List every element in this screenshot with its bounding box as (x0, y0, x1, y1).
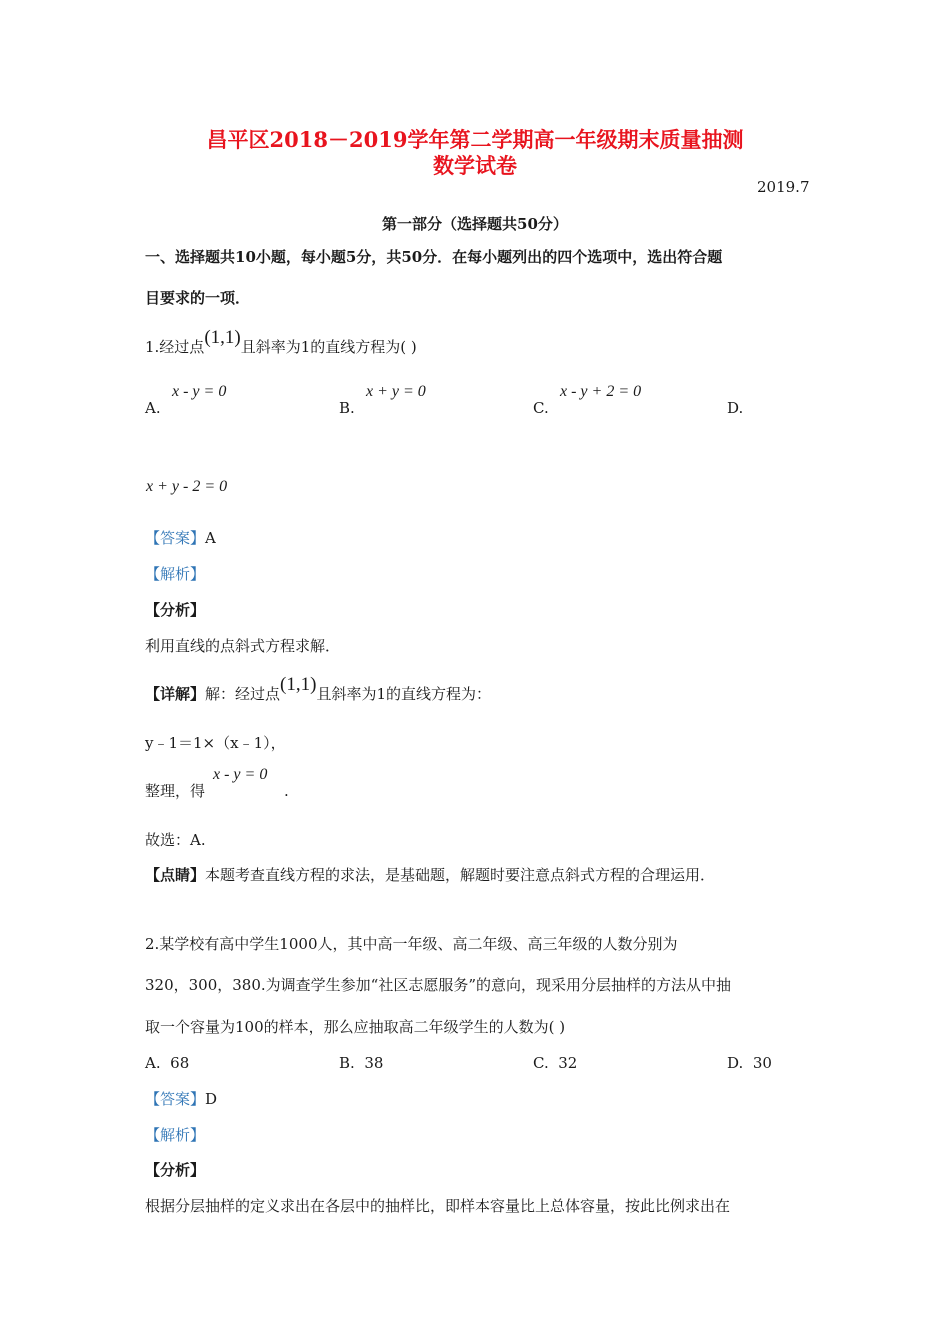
option-c-expr: x - y + 2 = 0 (560, 383, 642, 400)
detail-suffix: 且斜率为1的直线方程为： (316, 685, 491, 703)
arrange-expr: x - y = 0 (213, 766, 268, 783)
question-1-point: (1,1) (204, 327, 241, 348)
q2-option-b-value: 38 (364, 1054, 384, 1072)
q2-option-b (339, 1053, 383, 1073)
option-a-label: A. (145, 399, 161, 417)
fenxi-tag-2: 【分析】 (145, 1161, 206, 1179)
analysis-tag-2: 【解析】 (145, 1126, 206, 1144)
detail-point: (1,1) (280, 674, 317, 695)
option-b-label: B. (339, 399, 355, 417)
section-heading: 第一部分（选择题共50分） (382, 215, 568, 233)
exam-date: 2019.7 (757, 178, 810, 196)
answer-value: D (205, 1090, 218, 1108)
arrange-suffix: . (284, 782, 289, 800)
answer-value: A (205, 529, 216, 547)
q2-option-d-value: 30 (752, 1054, 772, 1072)
fenxi-tag-1: 【分析】 (145, 601, 206, 619)
answer-1 (145, 528, 216, 548)
detail-tag: 【详解】 (145, 685, 206, 703)
comment-text: 本题考查直线方程的求法，是基础题，解题时要注意点斜式方程的合理运用． (205, 866, 716, 884)
option-d-label: D. (727, 399, 744, 417)
q2-option-a (145, 1053, 189, 1073)
q2-option-c (533, 1053, 577, 1073)
answer-tag: 【答案】 (145, 1090, 206, 1108)
q2-option-c-value: 32 (558, 1054, 578, 1072)
fenxi-text-1: 利用直线的点斜式方程求解． (145, 637, 341, 655)
q2-option-d-label: D. (727, 1054, 744, 1072)
q2-option-c-label: C. (533, 1054, 549, 1072)
choose-line: 故选：A. (145, 831, 206, 849)
page-subtitle: 数学试卷 (433, 153, 517, 178)
option-c-label: C. (533, 399, 549, 417)
q2-option-a-label: A. (145, 1054, 161, 1072)
instructions-line-1: 一、选择题共10小题，每小题5分，共50分．在每小题列出的四个选项中，选出符合题 (145, 248, 723, 266)
option-a-expr: x - y = 0 (172, 383, 227, 400)
comment-tag: 【点睛】 (145, 866, 206, 884)
answer-2 (145, 1089, 217, 1109)
page-title: 昌平区2018－2019学年第二学期高一年级期末质量抽测 (206, 127, 744, 152)
question-1-stem (145, 327, 417, 357)
instructions-line-2: 目要求的一项． (145, 289, 251, 307)
q2-option-b-label: B. (339, 1054, 355, 1072)
fenxi-text-2: 根据分层抽样的定义求出在各层中的抽样比，即样本容量比上总体容量，按此比例求出在 (145, 1197, 731, 1215)
detail-1 (145, 674, 491, 704)
analysis-tag-1: 【解析】 (145, 565, 206, 583)
option-b-expr: x + y = 0 (366, 383, 426, 400)
detail-prefix: 解：经过点 (205, 685, 281, 703)
q2-option-d (727, 1053, 772, 1073)
question-2-line-3: 取一个容量为100的样本，那么应抽取高二年级学生的人数为( ) (145, 1018, 566, 1036)
question-2-line-1: 2.某学校有高中学生1000人，其中高一年级、高二年级、高三年级的人数分别为 (145, 935, 678, 953)
question-2-line-2: 320，300，380.为调查学生参加“社区志愿服务”的意向，现采用分层抽样的方法从中抽 (145, 976, 731, 994)
equation-line: y﹣1＝1×（x﹣1）， (145, 734, 286, 752)
question-1-suffix: 且斜率为1的直线方程为( ) (240, 338, 417, 356)
answer-tag: 【答案】 (145, 529, 206, 547)
q2-option-a-value: 68 (170, 1054, 190, 1072)
comment-1 (145, 865, 715, 885)
arrange-prefix: 整理，得 (145, 782, 206, 800)
question-1-prefix: 1.经过点 (145, 338, 205, 356)
option-d-expr: x + y - 2 = 0 (146, 478, 228, 495)
